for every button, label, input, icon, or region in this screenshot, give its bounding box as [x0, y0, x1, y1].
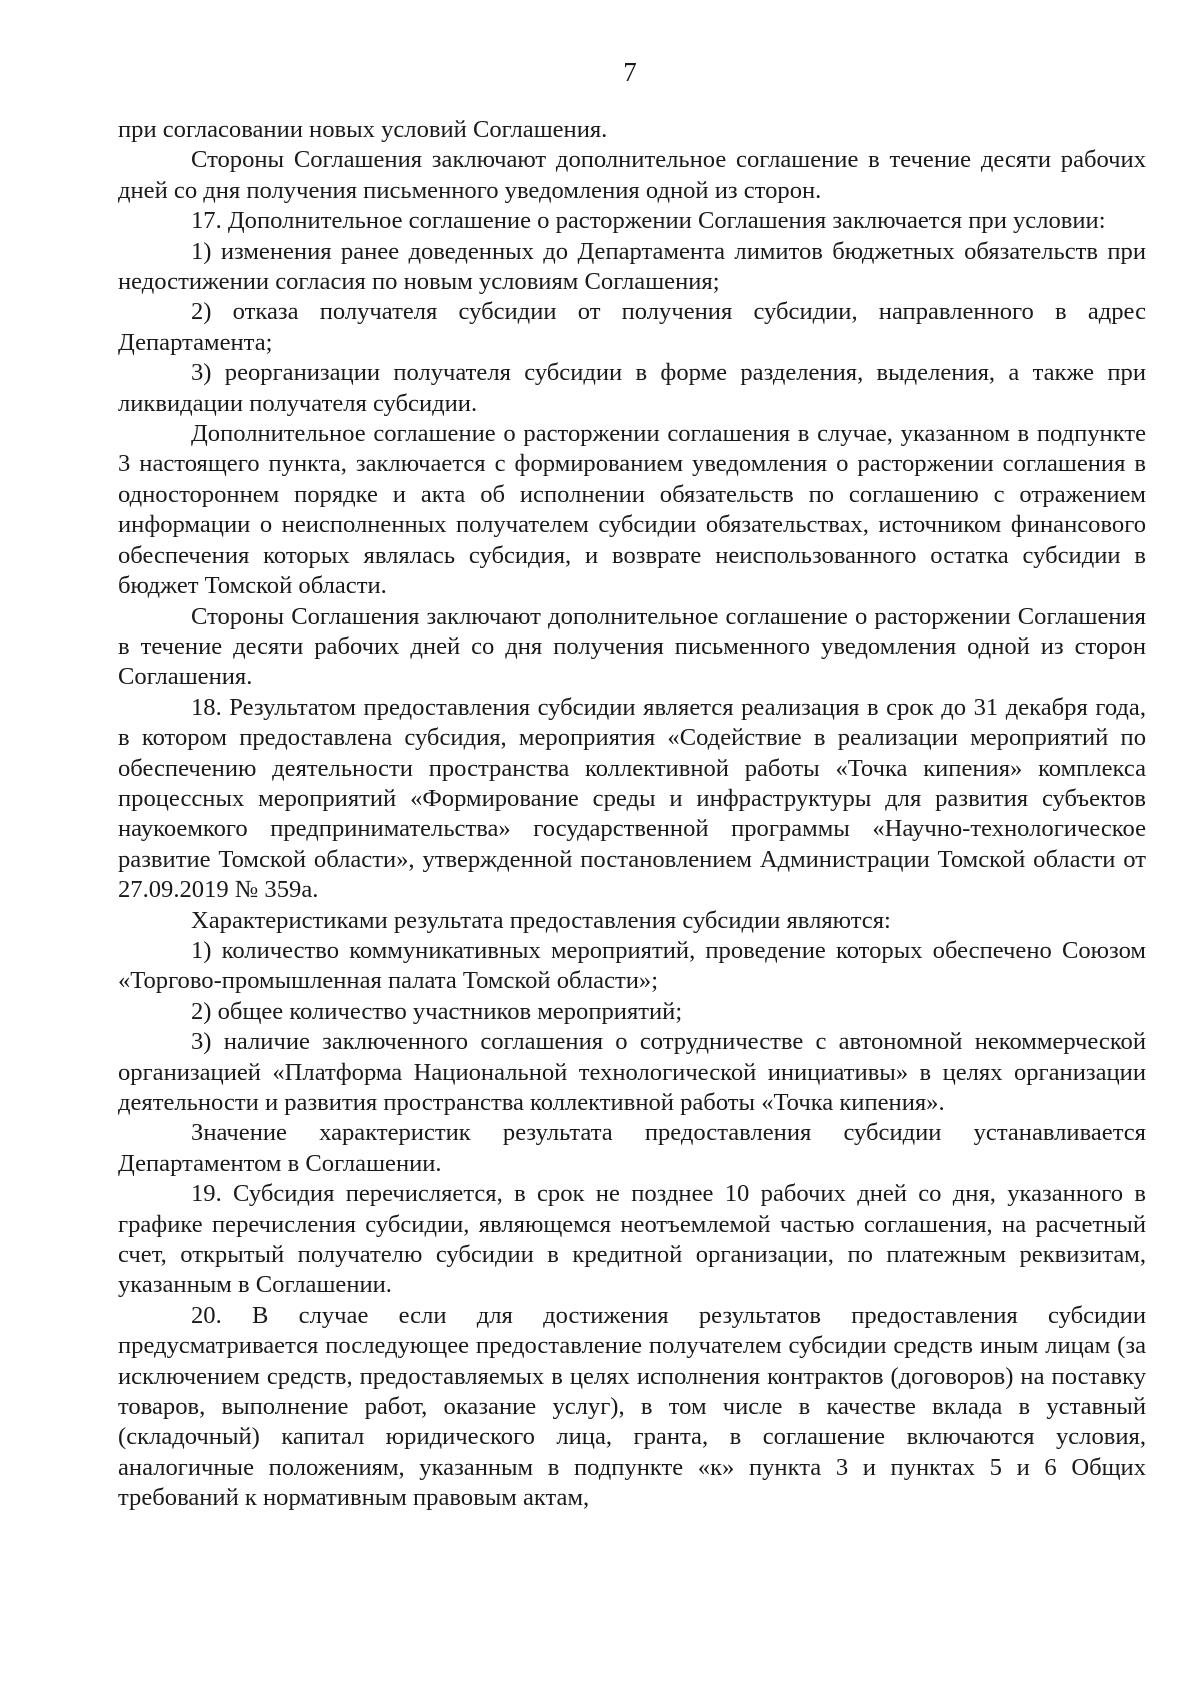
paragraph: Значение характеристик результата предоставления субсидии устанавливается Департаментом в Соглашении. [118, 1119, 1146, 1177]
paragraph-item-19: 19. Субсидия перечисляется, в срок не позднее 10 рабочих дней со дня, указанного в графике перечисления субсидии, являющемся неотъемлемой частью соглашения, на расчетный счет, открытый получателю субсидии в кредитной организации, по платежным реквизитам, указанным в Соглашении. [118, 1180, 1146, 1299]
paragraph-item-18: 18. Результатом предоставления субсидии является реализация в срок до 31 декабря года, в котором предоставлена субсидия, мероприятия «Содействие в реализации мероприятий по обеспечению деятельности пространства коллективной работы «Точка кипения» комплекса процессных мероприятий «Формирование среды и инфраструктуры для развития субъектов наукоемкого предпринимательства» государственной программы «Научно-технологическое развитие Томской области», утвержденной постановлением Администрации Томской области от 27.09.2019 № 359а. [118, 693, 1146, 904]
subitem-18-3: 3) наличие заключенного соглашения о сотрудничестве с автономной некоммерческой организацией «Платформа Национальной технологической инициативы» в целях организации деятельности и развития пространства коллективной работы «Точка кипения». [118, 1028, 1146, 1116]
subitem-17-1: 1) изменения ранее доведенных до Департамента лимитов бюджетных обязательств при недостижении согласия по новым условиям Соглашения; [118, 237, 1146, 296]
paragraph: Стороны Соглашения заключают дополнительное соглашение о расторжении Соглашения в течение десяти рабочих дней со дня получения письменного уведомления одной из сторон Соглашения. [118, 602, 1146, 691]
subitem-18-2: 2) общее количество участников мероприятий; [191, 997, 683, 1025]
document-body [118, 115, 1146, 1514]
paragraph: Дополнительное соглашение о расторжении соглашения в случае, указанном в подпункте 3 настоящего пункта, заключается с формированием уведомления о расторжении соглашения в одностороннем порядке и акта об исполнении обязательств по соглашению с отражением информации о неисполненных получателем субсидии обязательствах, источником финансового обеспечения которых являлась субсидия, и возврате неиспользованного остатка субсидии в бюджет Томской области. [118, 420, 1146, 600]
subitem-17-3: 3) реорганизации получателя субсидии в форме разделения, выделения, а также при ликвидации получателя субсидии. [118, 359, 1146, 417]
paragraph: Стороны Соглашения заключают дополнительное соглашение в течение десяти рабочих дней со дня получения письменного уведомления одной из сторон. [118, 146, 1146, 204]
subitem-18-1: 1) количество коммуникативных мероприятий, проведение которых обеспечено Союзом «Торгово-промышленная палата Томской области»; [118, 936, 1146, 995]
paragraph-item-17: 17. Дополнительное соглашение о расторжении Соглашения заключается при условии: [191, 207, 1106, 235]
paragraph-item-20: 20. В случае если для достижения результатов предоставления субсидии предусматривается последующее предоставление получателем субсидии средств иным лицам (за исключением средств, предоставляемых в целях исполнения контрактов (договоров) на поставку товаров, выполнение работ, оказание услуг), в том числе в качестве вклада в уставный (складочный) капитал юридического лица, гранта, в соглашение включаются условия, аналогичные положениям, указанным в подпункте «к» пункта 3 и пунктах 5 и 6 Общих требований к нормативным правовым актам, [118, 1301, 1146, 1512]
subitem-17-2: 2) отказа получателя субсидии от получения субсидии, направленного в адрес Департамента; [118, 298, 1146, 356]
page-number: 7 [623, 57, 637, 87]
paragraph-continuation: при согласовании новых условий Соглашения. [118, 116, 608, 143]
paragraph: Характеристиками результата предоставления субсидии являются: [191, 906, 891, 934]
